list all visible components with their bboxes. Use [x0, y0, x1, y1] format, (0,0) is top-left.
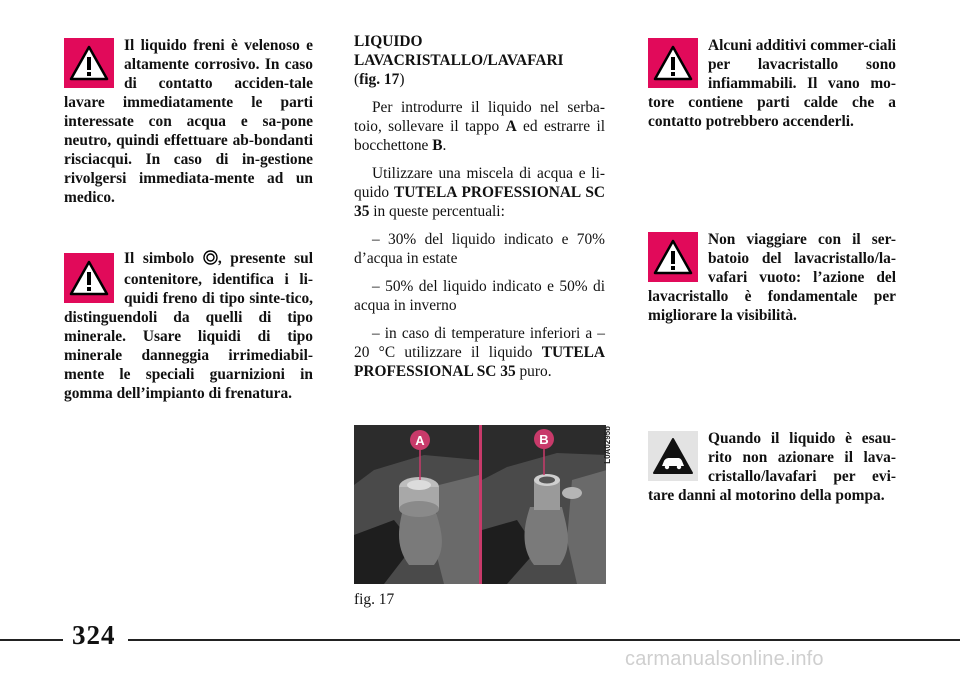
- pump-damage-note: [648, 425, 896, 505]
- synthetic-fluid-symbol-icon: [203, 250, 218, 270]
- warning-triangle-icon: [648, 232, 698, 282]
- flammable-additives-text: Alcuni additivi commer-ciali per lavacristallo sono infiammabili. Il vano mo-tore contiene parti calde che a contatto potrebbero accenderli.: [648, 37, 896, 130]
- low-temperature-mixture: – in caso di temperature inferiori a –20 °C utilizzare il liquido TUTELA PROFESSIONAL SC 35 puro.: [354, 325, 605, 380]
- empty-reservoir-warning: [648, 226, 896, 325]
- page-number: 324: [72, 620, 116, 650]
- watermark: carmanualsonline.info: [625, 648, 824, 670]
- fig-label-a: A: [415, 433, 425, 448]
- mixture-instructions: Utilizzare una miscela di acqua e li-quido TUTELA PROFESSIONAL SC 35 in queste percentuali:: [354, 165, 605, 220]
- brake-fluid-warning: [64, 32, 313, 207]
- warning-triangle-icon: [648, 38, 698, 88]
- left-column: [64, 32, 313, 403]
- footer-rule-left: [0, 639, 63, 641]
- figure-reference: (fig. 17): [354, 71, 405, 88]
- brake-fluid-warning-text: Il liquido freni è velenoso e altamente corrosivo. In caso di contatto acciden-tale lavare immediatamente le parti interessate con acqua e sa-pone neutro, quindi effettuare ab-bondanti risciacqui. In caso di in-gestione rivolgersi immediata-mente ad un medico.: [64, 37, 313, 206]
- middle-column: [354, 32, 605, 381]
- car-damage-note-icon: [648, 431, 698, 481]
- washer-reservoir-photo: [354, 425, 606, 584]
- figure-code: L0A0295b: [603, 426, 612, 464]
- reservoir-nozzle-open-image: [482, 425, 606, 584]
- flammable-additives-warning: [648, 32, 896, 131]
- pump-damage-text: Quando il liquido è esau-rito non azionare il lava-cristallo/lavafari per evi-tare danni al motorino della pompa.: [648, 430, 896, 504]
- reservoir-cap-closed-image: [354, 425, 479, 584]
- summer-mixture: – 30% del liquido indicato e 70% d’acqua in estate: [354, 231, 605, 267]
- refill-instructions: Per introdurre il liquido nel serba-toio, sollevare il tappo A ed estrarre il bocchettone B.: [354, 99, 605, 154]
- warning-triangle-icon: [64, 38, 114, 88]
- right-column: [648, 32, 896, 505]
- synthetic-fluid-warning-text: Il simbolo , presente sul contenitore, identifica i li-quidi freno di tipo sinte-tico, distinguendoli da quelli di tipo minerale. Usare liquidi di tipo minerale danneggia irrimediabil-mente le speciali guarnizioni in gomma dell’impianto di frenatura.: [64, 250, 313, 402]
- empty-reservoir-text: Non viaggiare con il ser-batoio del lavacristallo/la-vafari vuoto: l’azione del lavacristallo è fondamentale per migliorare la visibilità.: [648, 231, 896, 324]
- figure-caption: fig. 17: [354, 591, 395, 608]
- section-heading: LIQUIDO LAVACRISTALLO/LAVAFARI: [354, 33, 564, 69]
- footer-rule-right: [128, 639, 960, 641]
- fig-label-b: B: [539, 432, 549, 447]
- warning-triangle-icon: [64, 253, 114, 303]
- winter-mixture: – 50% del liquido indicato e 50% di acqua in inverno: [354, 278, 605, 314]
- synthetic-fluid-warning: [64, 247, 313, 403]
